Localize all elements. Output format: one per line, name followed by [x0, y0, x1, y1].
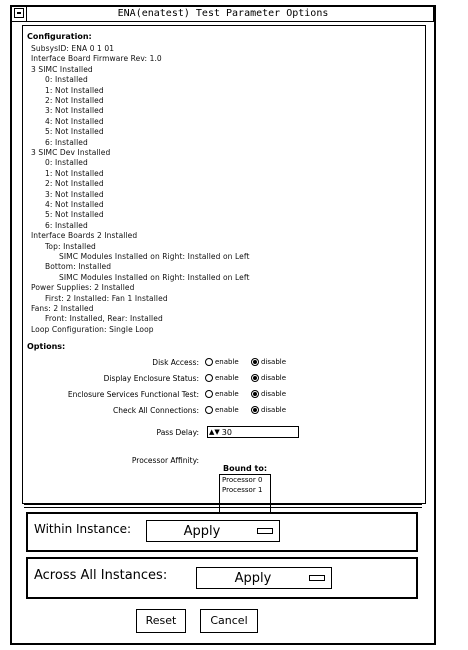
radio-circle-icon[interactable] [251, 358, 259, 366]
radio-label: enable [215, 406, 239, 414]
configuration-line: 3: Not Installed [45, 106, 104, 116]
configuration-line: SubsysID: ENA 0 1 01 [31, 44, 115, 53]
configuration-line: 1: Not Installed [45, 85, 104, 95]
configuration-line: Fans: 2 Installed [31, 304, 94, 313]
disable-radio[interactable] [251, 406, 286, 414]
radio-label: enable [215, 358, 239, 366]
enable-radio[interactable] [205, 358, 239, 366]
enable-radio[interactable] [205, 406, 239, 414]
radio-label: enable [215, 390, 239, 398]
configuration-line: 0: Installed [45, 158, 88, 168]
within-instance-group [26, 512, 418, 552]
radio-circle-icon[interactable] [251, 390, 259, 398]
disable-radio[interactable] [251, 374, 286, 382]
option-menu-indicator-icon [257, 528, 273, 534]
bound-to-label: Bound to: [223, 464, 268, 473]
radio-circle-icon[interactable] [251, 374, 259, 382]
window-title: ENA(enatest) Test Parameter Options [117, 8, 329, 19]
configuration-line: 2: Not Installed [45, 96, 104, 105]
option-label: Disk Access: [152, 358, 199, 367]
test-parameter-window [10, 5, 436, 645]
configuration-line: 3 SIMC Installed [31, 64, 93, 74]
divider [24, 504, 422, 508]
configuration-line: 5: Not Installed [45, 210, 104, 220]
within-instance-value[interactable]: Apply [183, 523, 221, 539]
configuration-line: 6: Installed [45, 137, 88, 147]
enable-radio[interactable] [205, 390, 239, 398]
enable-radio[interactable] [205, 374, 239, 382]
within-instance-menu[interactable] [146, 520, 280, 542]
configuration-line: 3 SIMC Dev Installed [31, 148, 111, 157]
configuration-line: 6: Installed [45, 220, 88, 230]
configuration-line: 3: Not Installed [45, 189, 104, 199]
radio-circle-icon[interactable] [251, 406, 259, 414]
list-item[interactable]: Processor 1 [222, 486, 263, 494]
title-bar [12, 7, 434, 22]
disable-radio[interactable] [251, 358, 286, 366]
configuration-line: SIMC Modules Installed on Right: Installed on Left [59, 252, 250, 261]
radio-label: disable [261, 358, 287, 366]
configuration-line: 2: Not Installed [45, 179, 104, 189]
option-label: Check All Connections: [112, 406, 199, 415]
configuration-line: Power Supplies: 2 Installed [31, 283, 135, 293]
across-instances-menu[interactable] [196, 567, 332, 589]
configuration-line: SIMC Modules Installed on Right: Installed on Left [59, 272, 250, 282]
radio-circle-icon[interactable] [205, 406, 213, 414]
configuration-line: Interface Boards 2 Installed [31, 231, 138, 241]
disable-radio[interactable] [251, 390, 286, 398]
reset-button[interactable]: Reset [136, 609, 186, 633]
list-item[interactable]: Processor 0 [222, 476, 263, 484]
radio-circle-icon[interactable] [205, 358, 213, 366]
configuration-line: Bottom: Installed [45, 262, 112, 272]
configuration-line: Front: Installed, Rear: Installed [45, 314, 163, 324]
configuration-line: 1: Not Installed [45, 168, 104, 178]
processor-affinity-label: Processor Affinity: [131, 456, 199, 465]
across-instances-value[interactable]: Apply [234, 570, 272, 586]
pass-delay-label: Pass Delay: [156, 428, 199, 437]
configuration-line: Interface Board Firmware Rev: 1.0 [31, 54, 162, 64]
configuration-heading: Configuration: [27, 32, 92, 41]
options-heading: Options: [27, 342, 66, 351]
configuration-line: Loop Configuration: Single Loop [31, 324, 154, 334]
cancel-button[interactable]: Cancel [200, 609, 258, 633]
option-label: Enclosure Services Functional Test: [67, 390, 199, 399]
option-label: Display Enclosure Status: [103, 374, 199, 383]
processor-affinity-list[interactable] [219, 474, 271, 514]
configuration-line: 5: Not Installed [45, 127, 104, 137]
parameter-panel [22, 25, 426, 504]
radio-label: disable [261, 406, 287, 414]
radio-label: disable [261, 390, 287, 398]
radio-label: enable [215, 374, 239, 382]
pass-delay-stepper[interactable] [207, 426, 299, 438]
up-down-arrows-icon[interactable]: ▲▼ [209, 428, 220, 436]
configuration-line: 0: Installed [45, 75, 88, 85]
across-instances-group [26, 557, 418, 599]
configuration-line: First: 2 Installed: Fan 1 Installed [45, 293, 168, 303]
configuration-line: Top: Installed [45, 241, 96, 251]
radio-label: disable [261, 374, 287, 382]
configuration-line: 4: Not Installed [45, 116, 104, 126]
across-instances-label: Across All Instances: [34, 568, 168, 583]
pass-delay-value[interactable]: 30 [221, 427, 232, 437]
radio-circle-icon[interactable] [205, 390, 213, 398]
within-instance-label: Within Instance: [34, 522, 132, 536]
option-menu-indicator-icon [309, 575, 325, 581]
configuration-line: 4: Not Installed [45, 200, 104, 209]
radio-circle-icon[interactable] [205, 374, 213, 382]
